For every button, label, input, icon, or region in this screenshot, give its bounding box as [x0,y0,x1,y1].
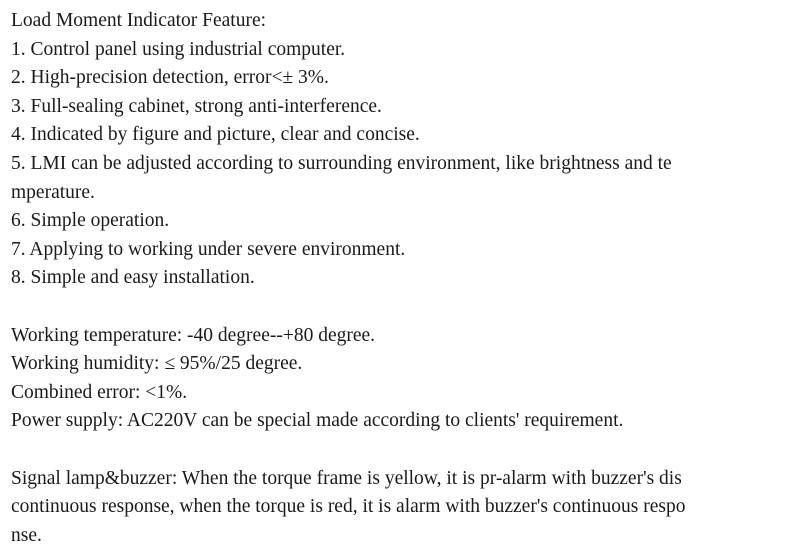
signal-line: continuous response, when the torque is red, it is alarm with buzzer's continuous respo [11,496,686,518]
feature-item: 3. Full-sealing cabinet, strong anti-interference. [11,95,382,117]
feature-item: 1. Control panel using industrial computer. [11,38,346,60]
feature-heading: Load Moment Indicator Feature: [11,10,267,31]
spec-working-humidity: Working humidity: ≤ 95%/25 degree. [11,353,303,375]
signal-line: Signal lamp&buzzer: When the torque frame is yellow, it is pr-alarm with buzzer's dis [11,467,682,489]
document-body [11,7,783,550]
paragraph-gap [11,293,783,322]
feature-item: 2. High-precision detection, error<± 3%. [11,67,329,89]
feature-item: 8. Simple and easy installation. [11,267,255,289]
spec-working-temperature: Working temperature: -40 degree--+80 degree. [11,324,376,346]
paragraph-gap [11,436,783,465]
feature-item: 6. Simple operation. [11,210,170,232]
spec-power-supply: Power supply: AC220V can be special made according to clients' requirement. [11,410,624,432]
feature-item: 4. Indicated by figure and picture, clear and concise. [11,124,420,146]
spec-combined-error: Combined error: <1%. [11,381,188,403]
signal-line: nse. [11,524,42,546]
feature-item: 7. Applying to working under severe environment. [11,238,406,260]
feature-item: 5. LMI can be adjusted according to surrounding environment, like brightness and te [11,152,672,174]
feature-item-continued: mperature. [11,181,95,203]
